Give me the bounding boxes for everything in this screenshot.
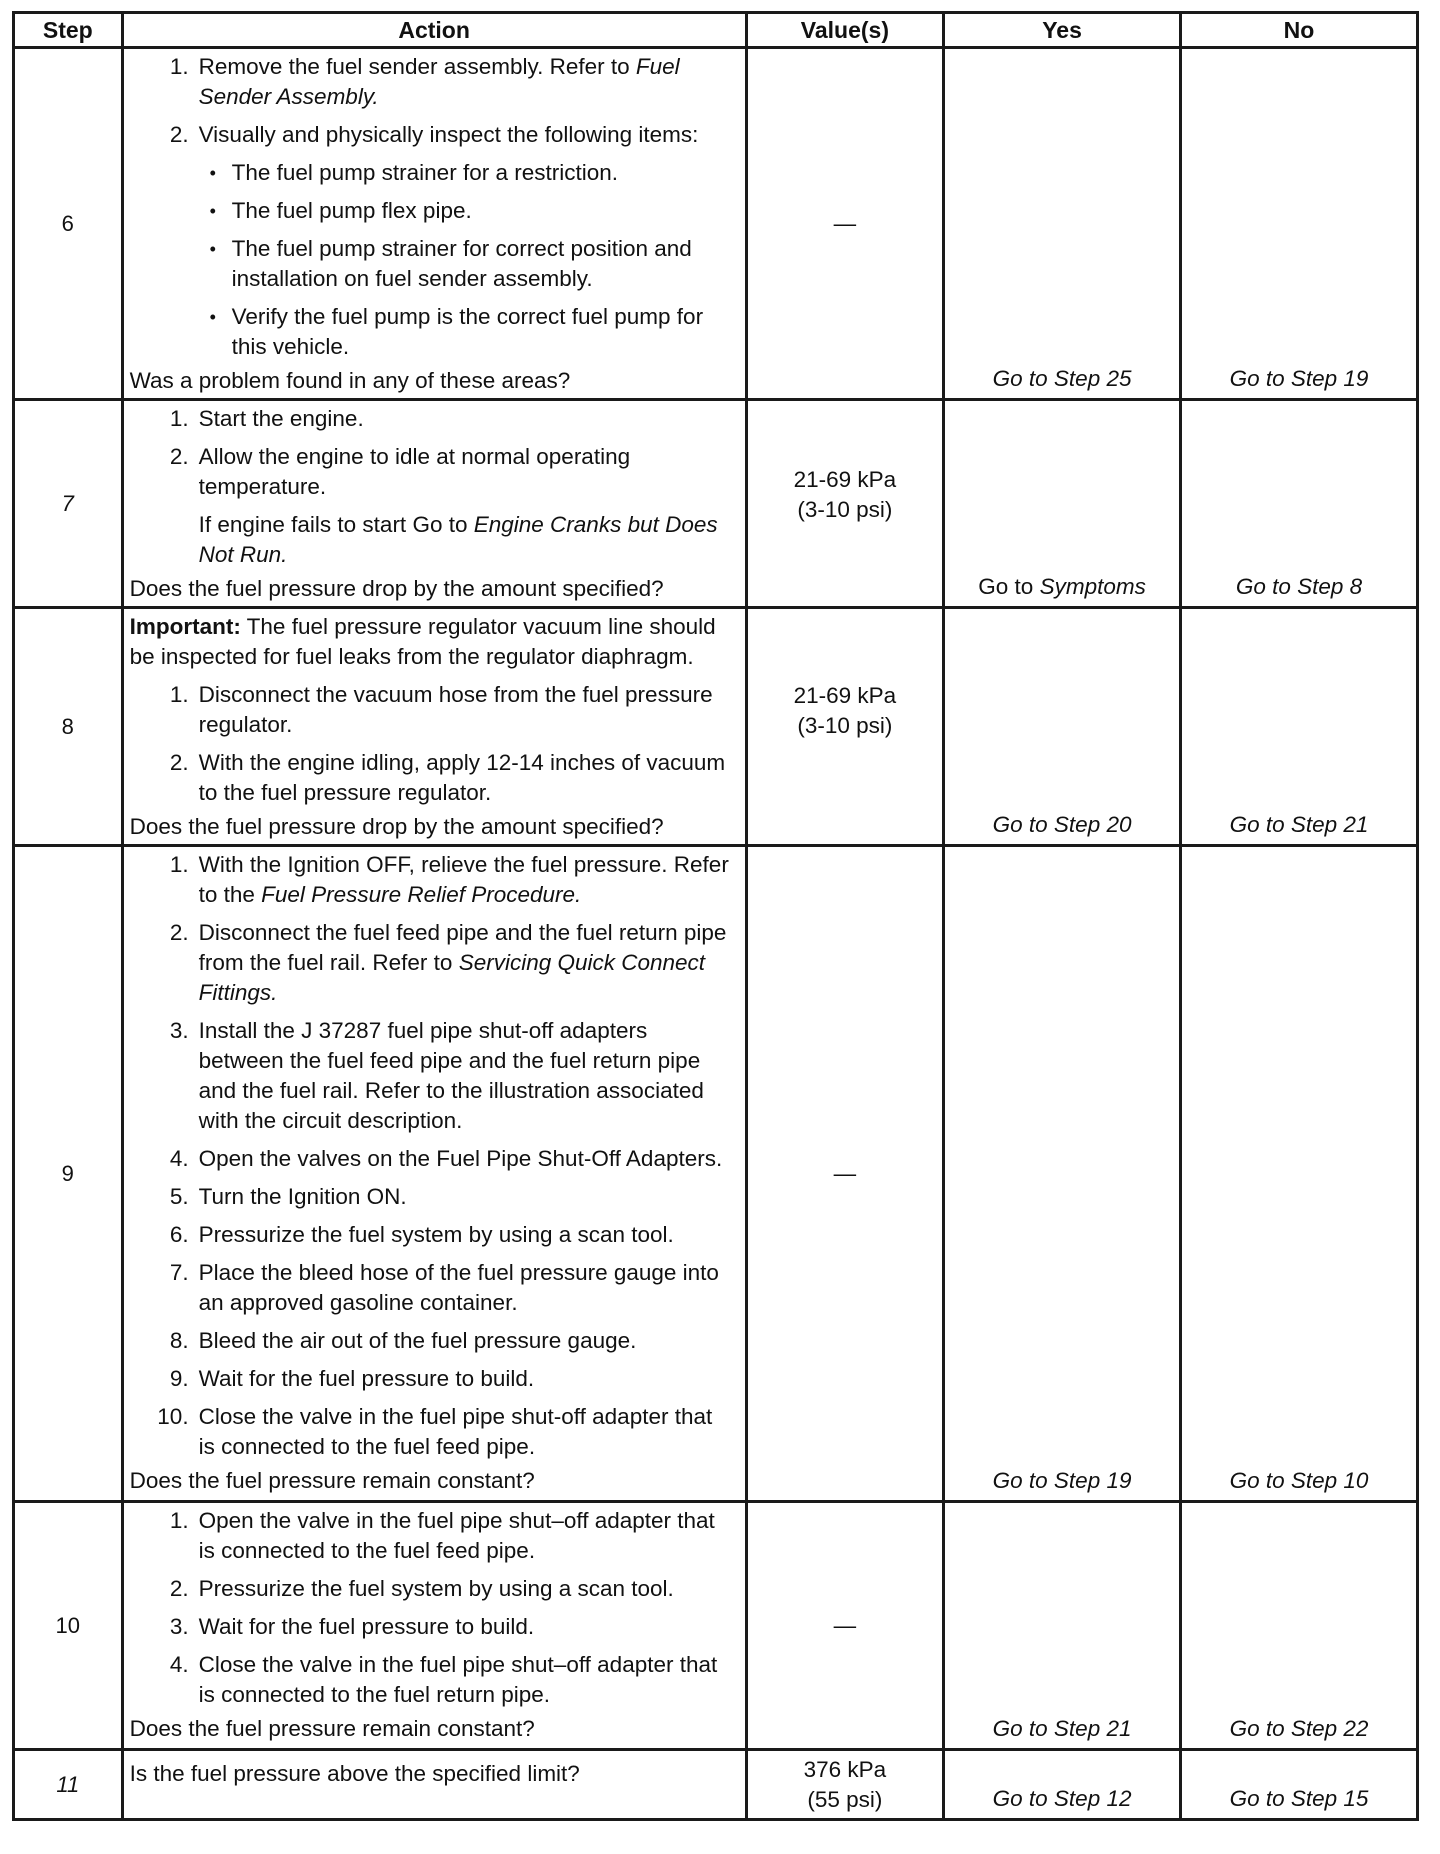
step-number: 7 bbox=[14, 400, 123, 608]
header-yes: Yes bbox=[944, 13, 1181, 48]
list-item: 4. Open the valves on the Fuel Pipe Shut-Off Adapters. bbox=[169, 1146, 723, 1171]
list-item: 1. Disconnect the vacuum hose from the fuel pressure regulator. bbox=[169, 682, 713, 737]
list-item: 2. Disconnect the fuel feed pipe and the fuel return pipe from the fuel rail. Refer to Servicing Quick Connect Fittings. bbox=[169, 920, 727, 1005]
step-number: 6 bbox=[14, 48, 123, 400]
step-number: 11 bbox=[14, 1750, 123, 1820]
no-result: Go to Step 22 bbox=[1181, 1502, 1418, 1750]
yes-result: Go to Step 19 bbox=[944, 846, 1181, 1502]
action-cell bbox=[122, 608, 746, 846]
list-item: 1. Open the valve in the fuel pipe shut–off adapter that is connected to the fuel feed pipe. bbox=[169, 1508, 715, 1563]
reference-link: Fuel Pressure Relief Procedure. bbox=[261, 882, 582, 907]
yes-result: Go to Step 12 bbox=[944, 1750, 1181, 1820]
no-result: Go to Step 8 bbox=[1181, 400, 1418, 608]
yes-result: Go to Symptoms bbox=[944, 400, 1181, 608]
step-number: 9 bbox=[14, 846, 123, 1502]
yes-result: Go to Step 21 bbox=[944, 1502, 1181, 1750]
reference-link: Servicing Quick Connect Fittings. bbox=[198, 950, 706, 1005]
list-item: 2. Pressurize the fuel system by using a scan tool. bbox=[169, 1576, 674, 1601]
continuation-text: If engine fails to start Go to Engine Cranks but Does Not Run. bbox=[198, 512, 718, 567]
no-result: Go to Step 10 bbox=[1181, 846, 1418, 1502]
list-item: 4. Close the valve in the fuel pipe shut–off adapter that is connected to the fuel return pipe. bbox=[169, 1652, 718, 1707]
action-cell bbox=[122, 48, 746, 400]
list-item: 1. Remove the fuel sender assembly. Refer to Fuel Sender Assembly. bbox=[169, 54, 680, 109]
question-text: Does the fuel pressure remain constant? bbox=[129, 1468, 535, 1493]
header-step: Step bbox=[14, 13, 123, 48]
bullet-item: • Verify the fuel pump is the correct fuel pump for this vehicle. bbox=[199, 302, 735, 362]
list-item: 6. Pressurize the fuel system by using a scan tool. bbox=[169, 1222, 674, 1247]
yes-result: Go to Step 25 bbox=[944, 48, 1181, 400]
list-item: 1. Start the engine. bbox=[169, 406, 364, 431]
header-values: Value(s) bbox=[746, 13, 943, 48]
bullet-item: • The fuel pump strainer for a restriction. bbox=[199, 158, 735, 188]
table-row-step-7 bbox=[14, 400, 1418, 608]
value-cell: 21-69 kPa (3-10 psi) bbox=[746, 400, 943, 608]
list-item: 2. With the engine idling, apply 12-14 inches of vacuum to the fuel pressure regulator. bbox=[169, 750, 726, 805]
list-item: 8. Bleed the air out of the fuel pressure gauge. bbox=[169, 1328, 637, 1353]
action-cell bbox=[122, 1750, 746, 1820]
no-result: Go to Step 19 bbox=[1181, 48, 1418, 400]
list-item: 10. Close the valve in the fuel pipe shut-off adapter that is connected to the fuel feed pipe. bbox=[157, 1404, 713, 1459]
no-result: Go to Step 15 bbox=[1181, 1750, 1418, 1820]
header-no: No bbox=[1181, 13, 1418, 48]
action-cell bbox=[122, 400, 746, 608]
table-row-step-9 bbox=[14, 846, 1418, 1502]
list-item: 3. Install the J 37287 fuel pipe shut-off adapters between the fuel feed pipe and the fuel return pipe and the fuel rail. Refer to the illustration associated with the circuit description. bbox=[169, 1018, 704, 1133]
step-number: 10 bbox=[14, 1502, 123, 1750]
table-row-step-10 bbox=[14, 1502, 1418, 1750]
reference-link: Fuel Sender Assembly. bbox=[198, 54, 680, 109]
list-item: 7. Place the bleed hose of the fuel pressure gauge into an approved gasoline container. bbox=[169, 1260, 719, 1315]
header-row bbox=[14, 13, 1418, 48]
action-cell bbox=[122, 1502, 746, 1750]
important-note: Important: The fuel pressure regulator vacuum line should be inspected for fuel leaks from the regulator diaphragm. bbox=[129, 614, 716, 669]
action-cell bbox=[122, 846, 746, 1502]
header-action: Action bbox=[122, 13, 746, 48]
question-text: Does the fuel pressure drop by the amount specified? bbox=[129, 576, 664, 601]
table-row-step-11 bbox=[14, 1750, 1418, 1820]
table-row-step-8 bbox=[14, 608, 1418, 846]
step-number: 8 bbox=[14, 608, 123, 846]
question-text: Was a problem found in any of these areas? bbox=[129, 368, 571, 393]
question-text: Does the fuel pressure remain constant? bbox=[129, 1716, 535, 1741]
value-cell: 376 kPa (55 psi) bbox=[746, 1750, 943, 1820]
list-item: 1. With the Ignition OFF, relieve the fuel pressure. Refer to the Fuel Pressure Relief Procedure. bbox=[169, 852, 729, 907]
table-row-step-6 bbox=[14, 48, 1418, 400]
diagnostic-table bbox=[12, 11, 1419, 1821]
yes-result: Go to Step 20 bbox=[944, 608, 1181, 846]
question-text: Is the fuel pressure above the specified limit? bbox=[129, 1761, 580, 1786]
value-cell: — bbox=[746, 1502, 943, 1750]
bullet-list bbox=[199, 158, 735, 362]
bullet-item: • The fuel pump strainer for correct position and installation on fuel sender assembly. bbox=[199, 234, 735, 294]
list-item: 5. Turn the Ignition ON. bbox=[169, 1184, 407, 1209]
list-item: 2. Visually and physically inspect the following items: • The fuel pump strainer for a restriction. • The fuel pump flex pipe. • The fuel pump strainer for correct position and installation on fuel sender assembly. • Verify the fuel pump is the correct fuel pump for this vehicle. bbox=[130, 120, 735, 362]
list-item: 2. Allow the engine to idle at normal operating temperature. If engine fails to start Go to Engine Cranks but Does Not Run. bbox=[130, 442, 735, 570]
value-cell: — bbox=[746, 48, 943, 400]
value-cell: 21-69 kPa (3-10 psi) bbox=[746, 608, 943, 846]
bullet-item: • The fuel pump flex pipe. bbox=[199, 196, 735, 226]
list-item: 3. Wait for the fuel pressure to build. bbox=[169, 1614, 535, 1639]
no-result: Go to Step 21 bbox=[1181, 608, 1418, 846]
list-item: 9. Wait for the fuel pressure to build. bbox=[169, 1366, 535, 1391]
question-text: Does the fuel pressure drop by the amount specified? bbox=[129, 814, 664, 839]
value-cell: — bbox=[746, 846, 943, 1502]
reference-link: Engine Cranks but Does Not Run. bbox=[198, 512, 718, 567]
